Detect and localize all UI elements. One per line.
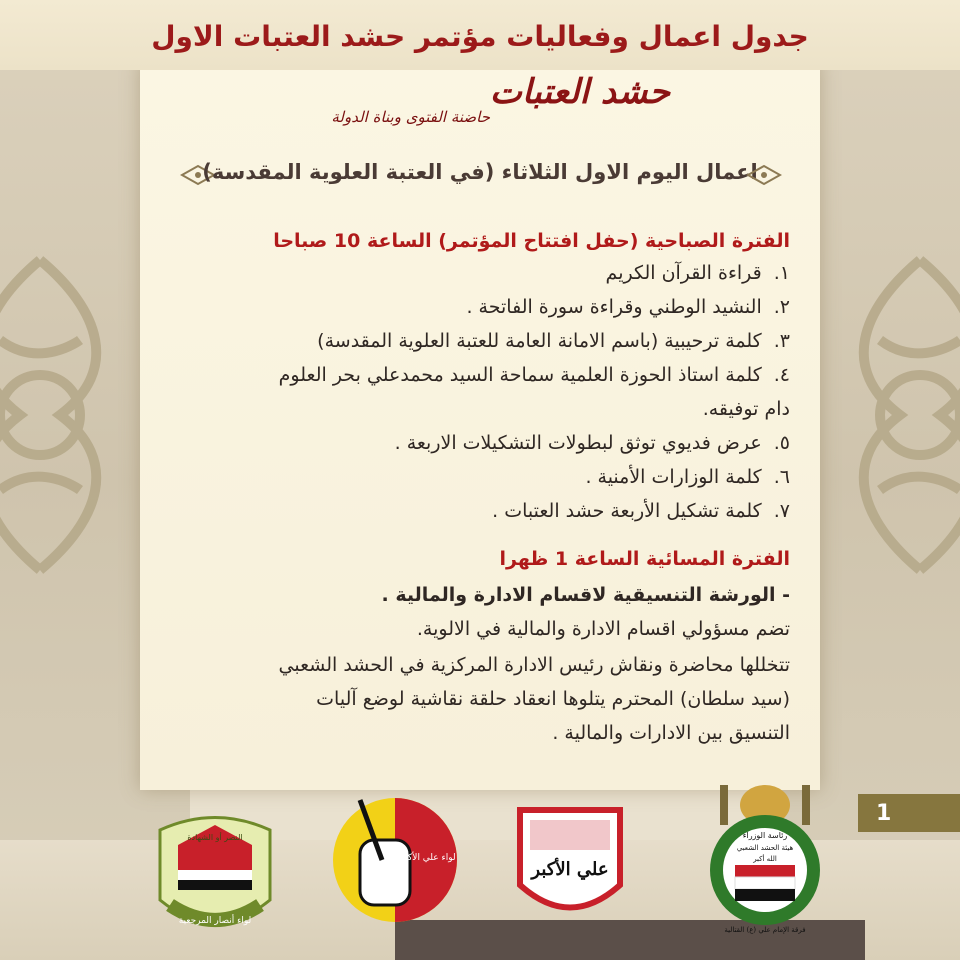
page-number-badge: 1 xyxy=(858,794,960,832)
ansar-marjaiya-logo xyxy=(150,810,280,940)
list-item: ١.قراءة القرآن الكريم xyxy=(605,262,790,284)
day-title: اعمال اليوم الاول الثلاثاء (في العتبة العلوية المقدسة) xyxy=(202,160,758,184)
imam-bottom-text: فرقة الإمام علي (ع) القتالية xyxy=(724,926,806,934)
workshop-title: - الورشة التنسيقية لاقسام الادارة والمالية . xyxy=(381,584,790,606)
ornament-right-icon xyxy=(746,164,782,186)
paragraph-line: التنسيق بين الادارات والمالية . xyxy=(552,722,790,744)
brand-logo xyxy=(300,72,670,142)
evening-section-title: الفترة المسائية الساعة 1 ظهرا xyxy=(499,548,790,570)
list-item: ٣.كلمة ترحيبية (باسم الامانة العامة للعتبة العلوية المقدسة) xyxy=(317,330,790,352)
fist-logo xyxy=(320,780,470,930)
imam-ali-division-logo xyxy=(700,770,830,940)
list-item-continuation: دام توفيقه. xyxy=(702,398,790,420)
list-item: ٥.عرض فديوي توثق لبطولات التشكيلات الاربعة . xyxy=(394,432,790,454)
paragraph-line: تتخللها محاضرة ونقاش رئيس الادارة المركزية في الحشد الشعبي xyxy=(278,654,790,676)
arabesque-ornament-right xyxy=(820,250,960,580)
ali-akbar-text: علي الأكبر xyxy=(531,859,609,880)
list-item: ٤.كلمة استاذ الحوزة العلمية سماحة السيد محمدعلي بحر العلوم xyxy=(278,364,790,386)
brand-name: حشد العتبات xyxy=(489,72,670,112)
arabesque-ornament-left xyxy=(0,250,140,580)
list-item: ٧.كلمة تشكيل الأربعة حشد العتبات . xyxy=(492,500,790,522)
paragraph-line: تضم مسؤولي اقسام الادارة والمالية في الالوية. xyxy=(416,618,790,640)
ansar-top-text: النصر أو الشهادة xyxy=(187,833,243,842)
imam-sub-text: هيئة الحشد الشعبي xyxy=(736,844,794,852)
paragraph-line: (سيد سلطان) المحترم يتلوها انعقاد حلقة نقاشية لوضع آليات xyxy=(316,688,790,710)
ansar-bottom-text: لواء أنصار المرجعية xyxy=(178,916,252,926)
imam-motto-text: الله أكبر xyxy=(753,855,777,863)
fist-logo-text: لواء علي الأكبر xyxy=(400,853,456,863)
morning-section-title: الفترة الصباحية (حفل افتتاح المؤتمر) الساعة 10 صباحا xyxy=(273,230,790,252)
list-item: ٢.النشيد الوطني وقراءة سورة الفاتحة . xyxy=(466,296,790,318)
imam-top-text: رئاسة الوزراء xyxy=(742,831,788,840)
page-title: جدول اعمال وفعاليات مؤتمر حشد العتبات الاول xyxy=(151,20,809,53)
list-item: ٦.كلمة الوزارات الأمنية . xyxy=(585,466,790,488)
ali-akbar-logo xyxy=(505,790,635,930)
brand-tagline: حاضنة الفتوى وبناة الدولة xyxy=(331,108,490,126)
